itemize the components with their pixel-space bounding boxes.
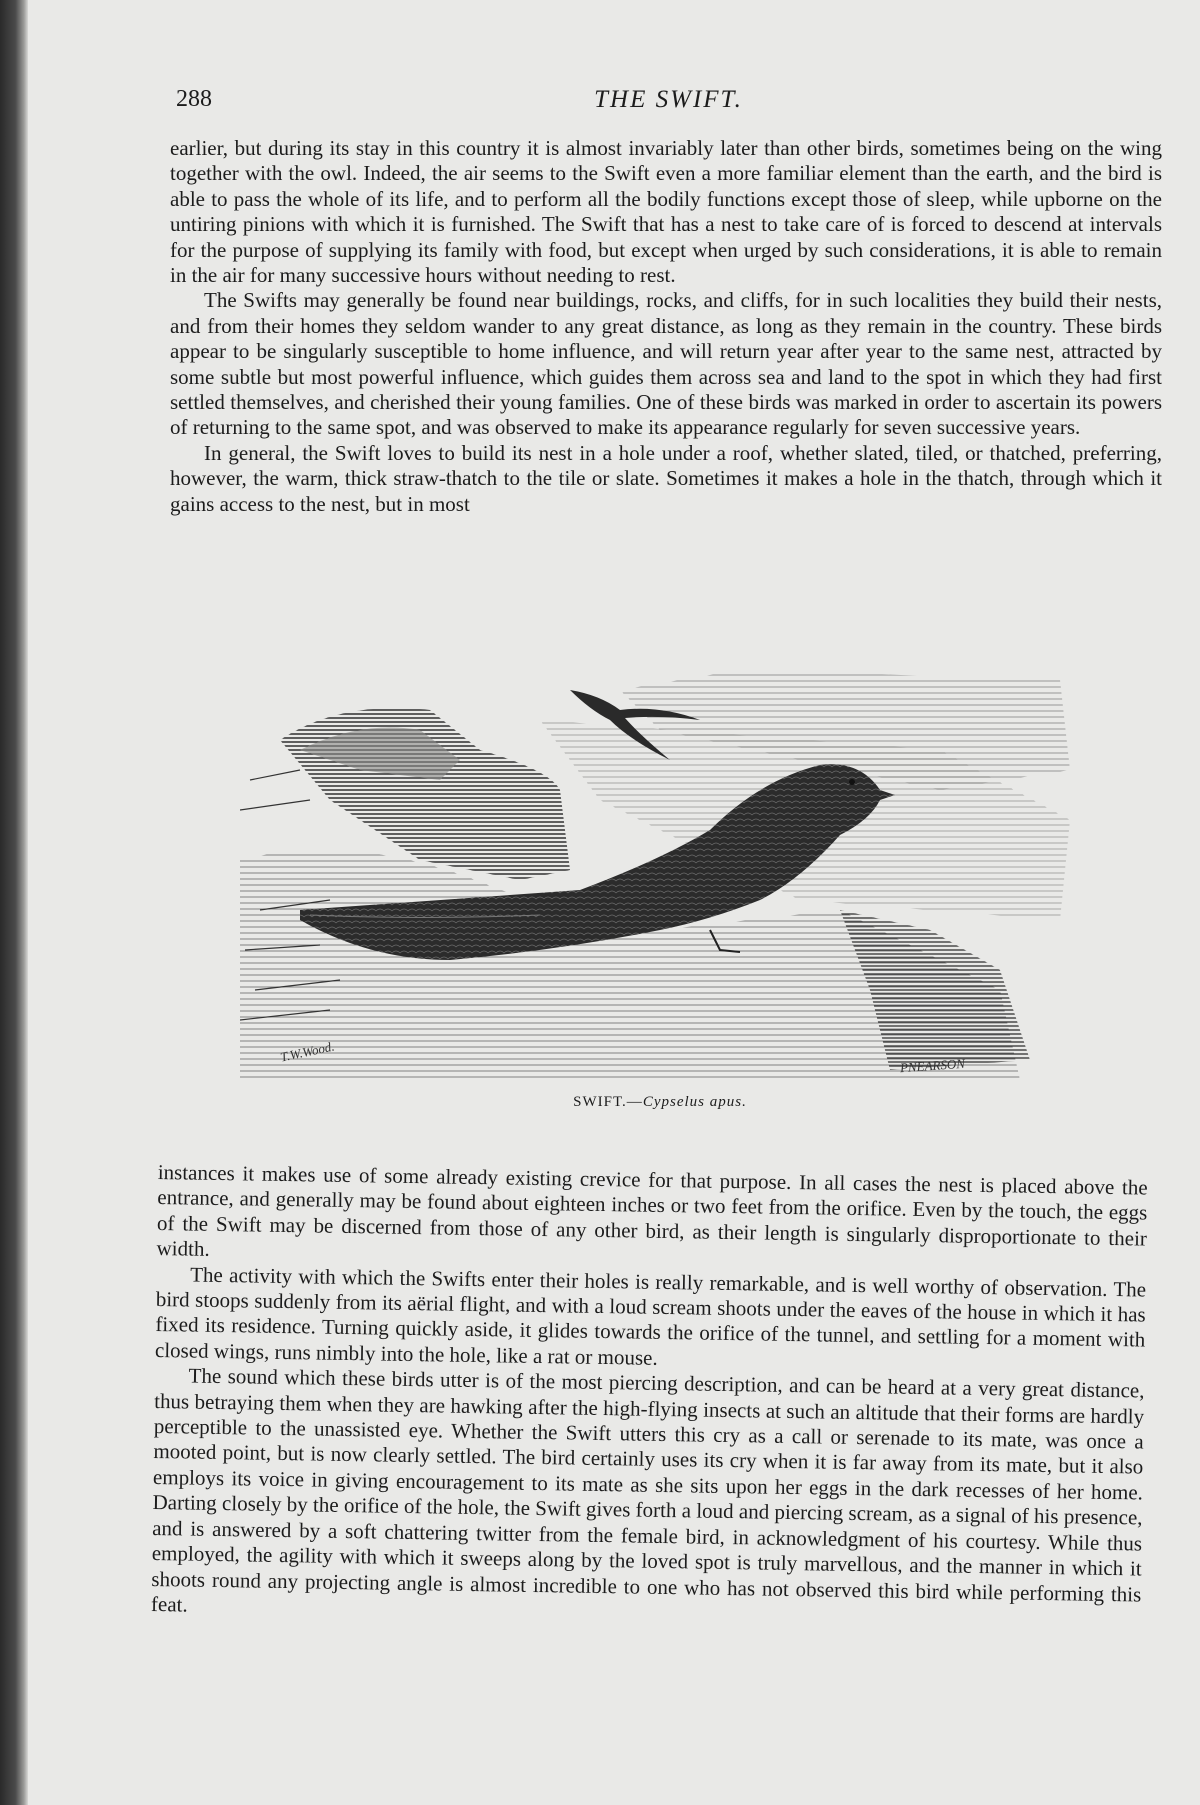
paragraph: earlier, but during its stay in this country it is almost invariably later than other birds, sometimes being on the wing together with the owl. Indeed, the air seems to the Swift even a more familiar element than the earth, and the bird is able to pass the whole of its life, and to perform all the bodily functions except those of sleep, while upborne on the untiring pinions with which it is furnished. The Swift that has a nest to take care of is forced to descend at intervals for the purpose of supplying its family with food, but except when urged by such considerations, it is able to remain in the air for many successive hours without needing to rest. (170, 136, 1162, 288)
paragraph: instances it makes use of some already existing crevice for that purpose. In all cases the nest is placed above the entrance, and generally may be found about eighteen inches or two feet from the orifice. Even by the touch, the eggs of the Swift may be discerned from those of any other bird, as their length is singularly disproportionate to their width. (156, 1160, 1148, 1262)
engraver-signature-right: PNEARSON (899, 1055, 966, 1076)
page-number: 288 (176, 86, 212, 112)
caption-common-name: SWIFT.— (573, 1094, 643, 1110)
paragraph: The Swifts may generally be found near buildings, rocks, and cliffs, for in such localities they build their nests, and from their homes they seldom wander to any great distance, as long as they remain in the country. These birds appear to be singularly susceptible to home influence, and will return year after year to the same nest, attracted by some subtle but most powerful influence, which guides them across sea and land to the spot in which they had first settled themselves, and cherished their young families. One of these birds was marked in order to ascertain its powers of returning to the same spot, and was observed to make its appearance regularly for seven successive years. (170, 288, 1162, 440)
swift-engraving-figure (240, 660, 1080, 1110)
text-block-bottom (151, 1160, 1148, 1633)
swift-engraving-illustration (240, 660, 1080, 1088)
book-binding-edge (0, 0, 28, 1805)
running-title: THE SWIFT. (594, 86, 743, 113)
text-block-top (170, 136, 1162, 517)
paragraph: The sound which these birds utter is of the most piercing description, and can be heard at a very great distance, thus betraying them when they are hawking after the high-flying insects at such an altitude that their forms are hardly perceptible to the unassisted eye. Whether the Swift utters this cry as a call or serenade to its mate, was once a mooted point, but is now clearly settled. The bird certainly uses its cry when it is far away from its mate, but it also employs its voice in giving encouragement to its mate as she sits upon her eggs in the dark recesses of her home. Darting closely by the orifice of the hole, the Swift gives forth a loud and piercing scream, as a signal of his presence, and is answered by a soft chattering twitter from the female bird, in acknowledgment of his courtesy. While thus employed, the agility with which it sweeps along by the loved spot is truly marvellous, and the manner in which it shoots round any projecting angle is almost incredible to one who has not observed this bird while performing this feat. (150, 1363, 1145, 1617)
figure-caption (240, 1094, 1080, 1111)
paragraph: The activity with which the Swifts enter their holes is really remarkable, and is well worthy of observation. The bird stoops suddenly from its aërial flight, and with a loud scream shoots under the eaves of the house in which it has fixed its residence. Turning quickly aside, it glides towards the orifice of the tunnel, and settling for a moment with closed wings, runs nimbly into the hole, like a rat or mouse. (154, 1262, 1147, 1370)
caption-latin-name: Cypselus apus. (642, 1094, 747, 1110)
paragraph: In general, the Swift loves to build its nest in a hole under a roof, whether slated, tiled, or thatched, preferring, however, the warm, thick straw-thatch to the tile or slate. Sometimes it makes a hole in the thatch, through which it gains access to the nest, but in most (170, 440, 1162, 516)
artist-signature-left: T.W.Wood. (278, 1038, 336, 1065)
page-header (176, 86, 1161, 126)
